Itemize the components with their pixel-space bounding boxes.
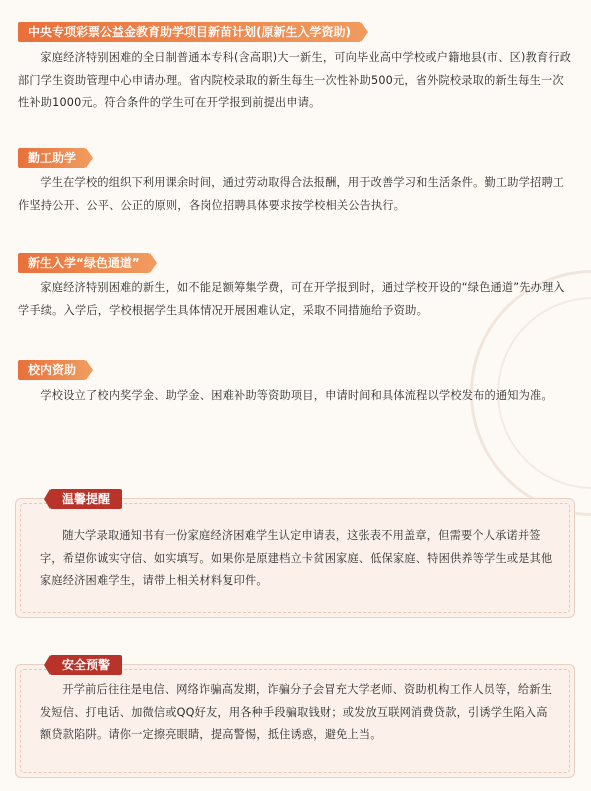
section-text: 家庭经济特别困难的新生，如不能足额筹集学费，可在开学报到时，通过学校开设的“绿色通道”先办理入学手续。入学后，学校根据学生具体情况开展困难认定，采取不同措施给予资助。 <box>18 281 565 317</box>
section-text: 学生在学校的组织下利用课余时间，通过劳动取得合法报酬，用于改善学习和生活条件。勤工助学招聘工作坚持公开、公平、公正的原则，各岗位招聘具体要求按学校相关公告执行。 <box>18 176 565 212</box>
notice-text: 开学前后往往是电信、网络诈骗高发期，诈骗分子会冒充大学老师、资助机构工作人员等，给新生发短信、打电话、加微信或QQ好友，用各种手段骗取钱财；或发放互联网消费贷款，引诱学生陷入高额贷款陷阱。请你一定擦亮眼睛，提高警惕，抵住诱惑，避免上当。 <box>40 683 553 741</box>
section-title: 勤工助学 <box>18 148 86 168</box>
section-title: 校内资助 <box>18 360 86 380</box>
notice-title: 安全预警 <box>50 655 122 675</box>
section-title: 中央专项彩票公益金教育助学项目新苗计划(原新生入学资助) <box>18 22 361 42</box>
notice-title: 温馨提醒 <box>50 489 122 509</box>
section-text: 学校设立了校内奖学金、助学金、困难补助等资助项目，申请时间和具体流程以学校发布的通知为准。 <box>40 389 553 402</box>
notice-box-safety <box>15 658 575 778</box>
section-title: 新生入学“绿色通道” <box>18 253 150 273</box>
notice-text: 随大学录取通知书有一份家庭经济困难学生认定申请表，这张表不用盖章，但需要个人承诺并签字，希望你诚实守信、如实填写。如果你是原建档立卡贫困家庭、低保家庭、特困供养等学生或是其他家庭经济困难学生，请带上相关材料复印件。 <box>40 529 553 587</box>
section-text: 家庭经济特别困难的全日制普通本专科(含高职)大一新生，可向毕业高中学校或户籍地县(市、区)教育行政部门学生资助管理中心申请办理。省内院校录取的新生每生一次性补助500元，省外院校录取的新生每生一次性补助1000元。符合条件的学生可在开学报到前提出申请。 <box>18 51 572 109</box>
notice-box-reminder <box>15 492 575 618</box>
